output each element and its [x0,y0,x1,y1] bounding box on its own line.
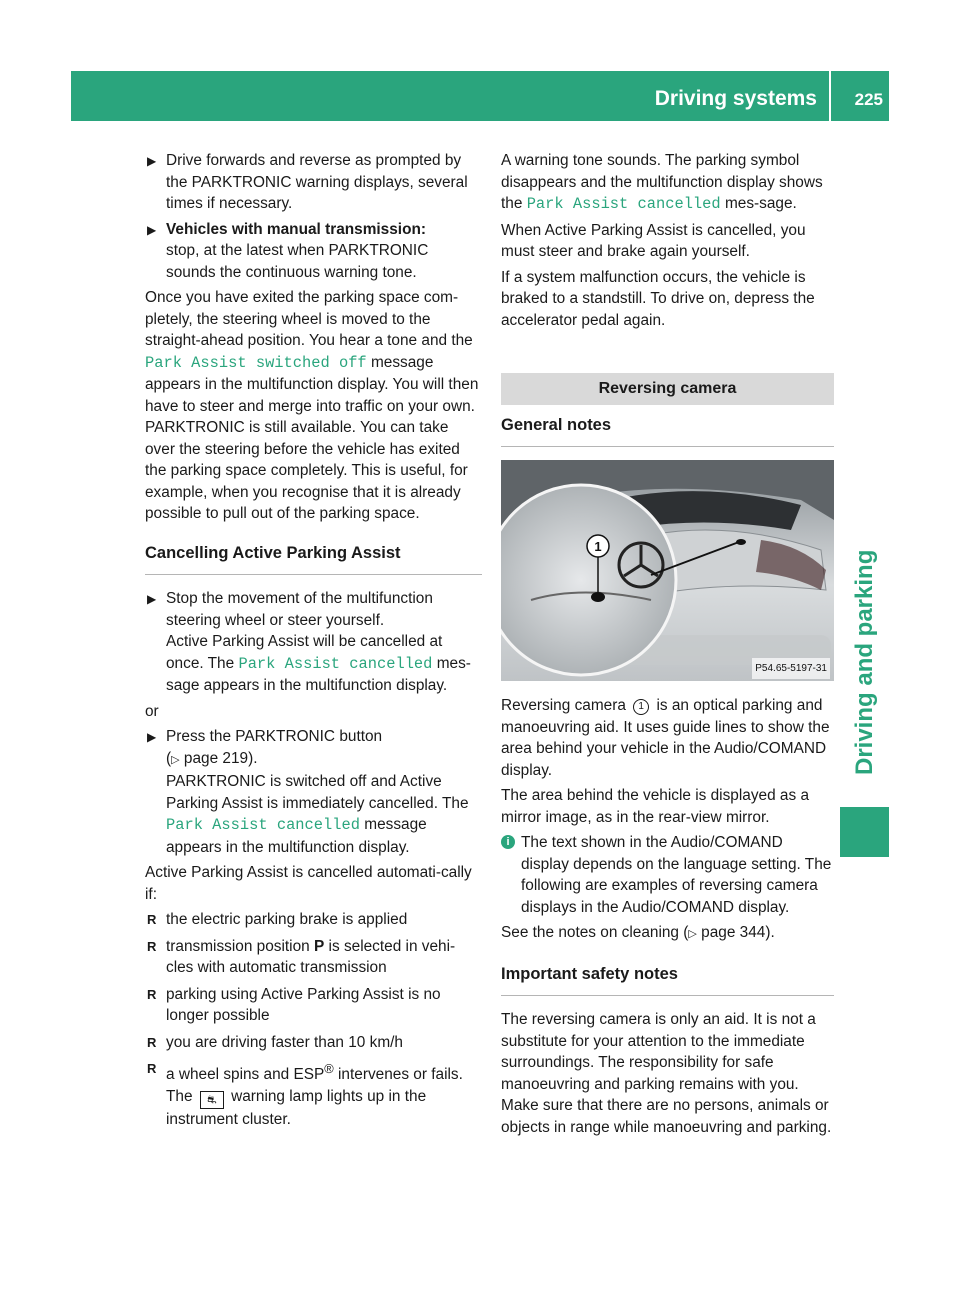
page-header [71,71,889,121]
list-item: R you are driving faster than 10 km/h [145,1032,482,1054]
display-message: Park Assist switched off [145,353,367,372]
callout-number: 1 [594,539,602,554]
vehicle-rear-photo [501,460,834,681]
display-message: Park Assist cancelled [166,816,360,834]
instruction-step: ▶ Drive forwards and reverse as prompted by the PARKTRONIC warning displays, several times if necessary. [147,152,468,212]
paragraph: The reversing camera is only an aid. It is not a substitute for your attention to the immediate surroundings. The responsibility for safe manoeuvring and parking remains with you. Make sure that there are no persons, animals or objects in range while manoeuvring and parking. [501,1011,832,1136]
info-icon: i [501,835,515,849]
step-arrow-icon: ▶ [147,592,157,606]
bullet-icon: R [147,938,157,954]
right-column [501,150,834,1142]
paragraph: A warning tone sounds. The parking symbol disappears and the multifunction display shows the Park Assist cancelled mes-sage. [501,152,823,213]
paragraph: Active Parking Assist is cancelled automati-cally if: [145,864,472,903]
section-heading-cancelling: Cancelling Active Parking Assist [145,543,482,576]
section-title: Driving systems [654,87,817,110]
list-item: R the electric parking brake is applied [145,909,482,931]
display-message: Park Assist cancelled [238,654,433,673]
section-heading-general-notes: General notes [501,415,834,448]
page-number: 225 [854,90,883,109]
paragraph: Reversing camera 1 is an optical parking and manoeuvring aid. It uses guide lines to show the area behind your vehicle in the Audio/COMAND display. [501,697,830,779]
paragraph: See the notes on cleaning (▷ page 344). [501,924,775,941]
header-divider [829,71,831,121]
list-item: R transmission position P is selected in vehi-cles with automatic transmission [147,937,456,976]
instruction-step: ▶ Vehicles with manual transmission: stop, at the latest when PARKTRONIC sounds the continuous warning tone. [147,220,429,281]
step-arrow-icon: ▶ [147,730,157,744]
paragraph: If a system malfunction occurs, the vehicle is braked to a standstill. To drive on, depress the accelerator pedal again. [501,268,815,329]
step-arrow-icon: ▶ [147,222,157,237]
chapter-tab-block [840,807,889,857]
bullet-icon: R [147,1061,157,1076]
section-heading-reversing-camera: Reversing camera [501,373,834,405]
chapter-tab [840,247,889,857]
left-column [145,150,482,1135]
display-message: Park Assist cancelled [526,195,721,213]
list-item: R a wheel spins and ESP® intervenes or fails. The ⛐ warning lamp lights up in the instrument cluster. [145,1058,482,1130]
info-note: i The text shown in the Audio/COMAND display depends on the language setting. The following are examples of reversing camera displays in the Audio/COMAND display. [501,832,834,918]
page-ref-arrow-icon: ▷ [688,928,697,940]
step-arrow-icon: ▶ [147,154,157,168]
bullet-icon: R [147,1034,157,1050]
page-reference[interactable]: page 344). [701,924,775,941]
paragraph: When Active Parking Assist is cancelled, you must steer and brake again yourself. [501,221,806,260]
bullet-icon: R [147,986,157,1002]
or-separator: or [145,702,159,720]
section-heading-safety-notes: Important safety notes [501,964,834,997]
bullet-icon: R [147,912,157,927]
esp-warning-lamp-icon: ⛐ [200,1091,224,1109]
paragraph: The area behind the vehicle is displayed as a mirror image, as in the rear-view mirror. [501,787,810,826]
paragraph: Once you have exited the parking space com-pletely, the steering wheel is moved to the straight-ahead position. You hear a tone and the Park Assist switched off message appears in the multifunction display. You will then have to steer and merge into traffic on your own. PARKTRONIC is still available. You can take over the steering before the vehicle has exited the parking space completely. This is useful, for example, when you recognise that it is already possible to pull out of the parking space. [145,289,479,522]
figure-code: P54.65-5197-31 [752,658,830,680]
callout-ref-icon: 1 [633,699,649,715]
page-reference[interactable]: page 219). [183,749,258,767]
instruction-step: ▶ Press the PARKTRONIC button (▷ page 219). PARKTRONIC is switched off and Active Parking Assist is immediately cancelled. The Park Assist cancelled message appears in the multifunction display. [147,728,469,856]
instruction-step: ▶ Stop the movement of the multifunction steering wheel or steer yourself. Active Parking Assist will be cancelled at once. The Park Assist cancelled mes-sage appears in the multifunction display. [147,590,471,694]
list-item: R parking using Active Parking Assist is no longer possible [147,985,441,1024]
chapter-tab-label: Driving and parking [851,549,878,775]
page-ref-arrow-icon: ▷ [171,753,180,766]
rear-camera-illustration [501,460,834,681]
